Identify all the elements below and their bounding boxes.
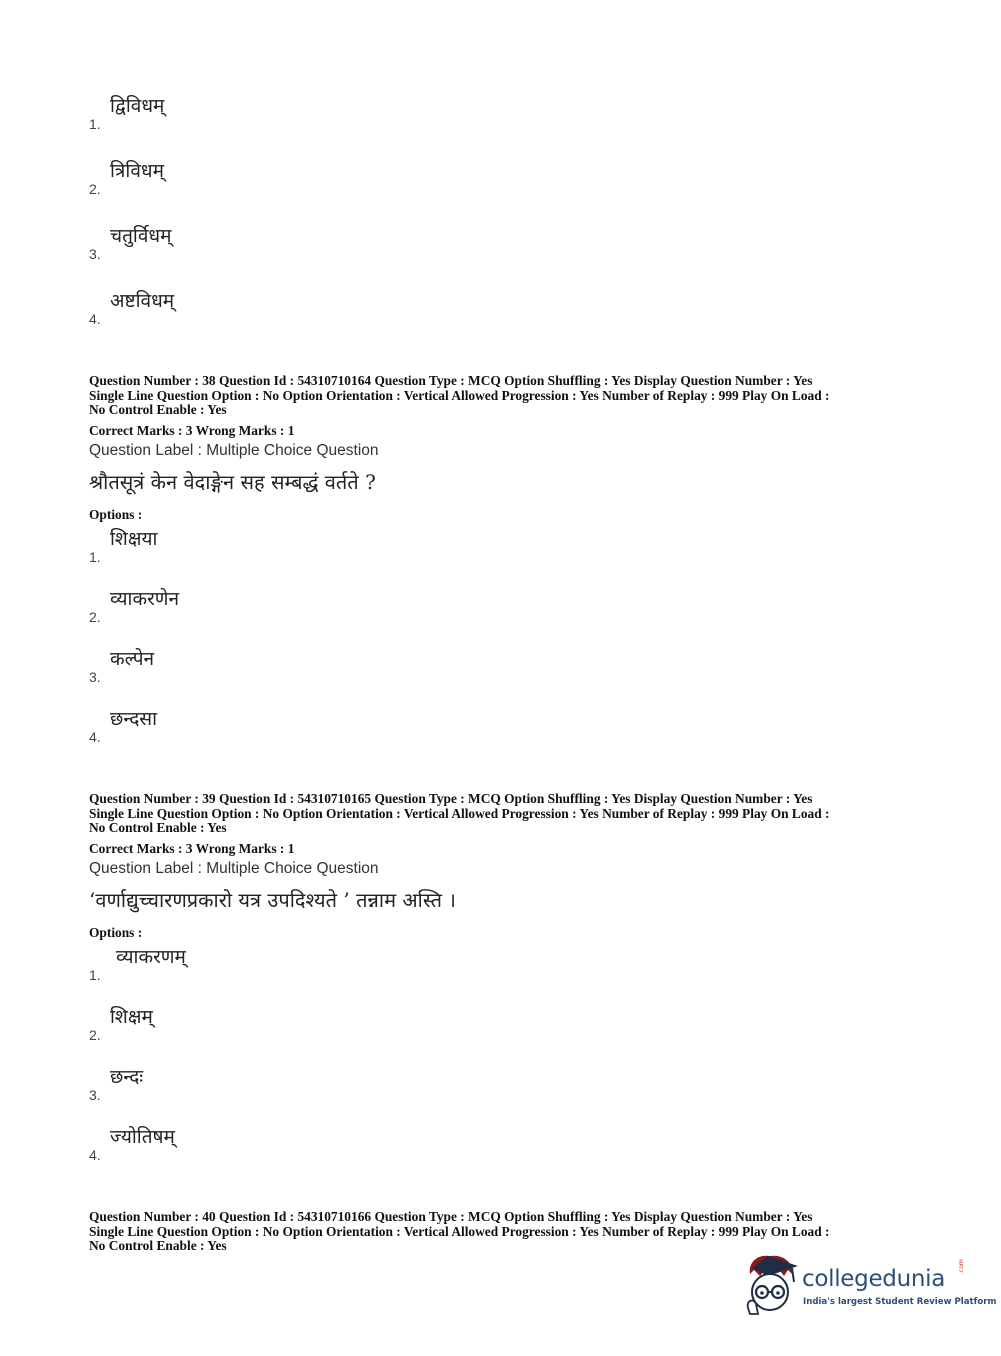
question-39-option-2[interactable]	[89, 1003, 689, 1043]
logo-brand-text: collegedunia	[802, 1266, 946, 1292]
option-text: द्विविधम्	[110, 95, 165, 117]
option-text: व्याकरणेन	[110, 588, 180, 610]
option-number: 3.	[89, 246, 101, 262]
prev-option-3[interactable]	[89, 222, 689, 262]
prev-option-4[interactable]	[89, 287, 689, 327]
student-mascot-icon	[742, 1252, 800, 1316]
question-38-marks: Correct Marks : 3 Wrong Marks : 1	[89, 423, 295, 438]
logo-tagline: India's largest Student Review Platform	[803, 1297, 997, 1307]
option-number: 4.	[89, 729, 101, 745]
option-number: 2.	[89, 181, 101, 197]
question-38-option-4[interactable]	[89, 705, 689, 745]
option-number: 3.	[89, 1087, 101, 1103]
question-38-text: श्रौतसूत्रं केन वेदाङ्गेन सह सम्बद्धं वर्तते ?	[89, 470, 376, 494]
option-text: कल्पेन	[110, 648, 155, 670]
option-text: त्रिविधम्	[110, 160, 164, 182]
option-text: व्याकरणम्	[116, 946, 186, 968]
option-text: छन्दसा	[110, 708, 158, 730]
question-39-option-4[interactable]	[89, 1123, 689, 1163]
question-38-options-label: Options :	[89, 507, 143, 522]
meta-line: Single Line Question Option : No Option Orientation : Vertical Allowed Progression : Yes Number of Replay : 999 Play On Load :	[89, 1223, 830, 1239]
meta-line: Question Number : 40 Question Id : 54310710166 Question Type : MCQ Option Shuffling : Yes Display Question Number : Yes	[89, 1209, 813, 1224]
option-number: 1.	[89, 116, 101, 132]
question-39-label: Question Label : Multiple Choice Question	[89, 860, 379, 877]
option-text: शिक्षम्	[110, 1006, 153, 1028]
meta-line: No Control Enable : Yes	[89, 402, 227, 418]
question-40-meta	[89, 1210, 919, 1254]
question-38-option-2[interactable]	[89, 585, 689, 625]
question-38-label: Question Label : Multiple Choice Question	[89, 442, 379, 459]
option-text: शिक्षया	[110, 528, 158, 550]
question-39-option-1[interactable]	[89, 943, 689, 983]
option-text: ज्योतिषम्	[110, 1126, 175, 1148]
logo-dotcom: .com	[958, 1259, 965, 1274]
question-38-option-1[interactable]	[89, 525, 689, 565]
meta-line: Question Number : 38 Question Id : 54310710164 Question Type : MCQ Option Shuffling : Yes Display Question Number : Yes	[89, 373, 813, 388]
option-text: चतुर्विधम्	[110, 225, 172, 247]
meta-line: No Control Enable : Yes	[89, 820, 227, 836]
option-text: अष्टविधम्	[110, 290, 175, 312]
question-39-marks: Correct Marks : 3 Wrong Marks : 1	[89, 841, 295, 856]
option-number: 4.	[89, 1147, 101, 1163]
meta-line: Single Line Question Option : No Option Orientation : Vertical Allowed Progression : Yes Number of Replay : 999 Play On Load :	[89, 805, 830, 821]
collegedunia-logo[interactable]	[742, 1252, 997, 1316]
question-38-option-3[interactable]	[89, 645, 689, 685]
meta-line: No Control Enable : Yes	[89, 1238, 227, 1254]
prev-option-1[interactable]	[89, 92, 689, 132]
question-38-meta	[89, 374, 919, 418]
meta-line: Question Number : 39 Question Id : 54310710165 Question Type : MCQ Option Shuffling : Yes Display Question Number : Yes	[89, 791, 813, 806]
question-39-meta	[89, 792, 919, 836]
option-number: 1.	[89, 967, 101, 983]
option-number: 2.	[89, 609, 101, 625]
option-number: 4.	[89, 311, 101, 327]
question-39-text: ‘वर्णाद्युच्चारणप्रकारो यत्र उपदिश्यते ’ तन्नाम अस्ति ।	[89, 888, 456, 912]
option-number: 3.	[89, 669, 101, 685]
option-number: 1.	[89, 549, 101, 565]
option-number: 2.	[89, 1027, 101, 1043]
prev-option-2[interactable]	[89, 157, 689, 197]
question-39-option-3[interactable]	[89, 1063, 689, 1103]
meta-line: Single Line Question Option : No Option Orientation : Vertical Allowed Progression : Yes Number of Replay : 999 Play On Load :	[89, 387, 830, 403]
question-39-options-label: Options :	[89, 925, 143, 940]
option-text: छन्दः	[110, 1066, 144, 1088]
